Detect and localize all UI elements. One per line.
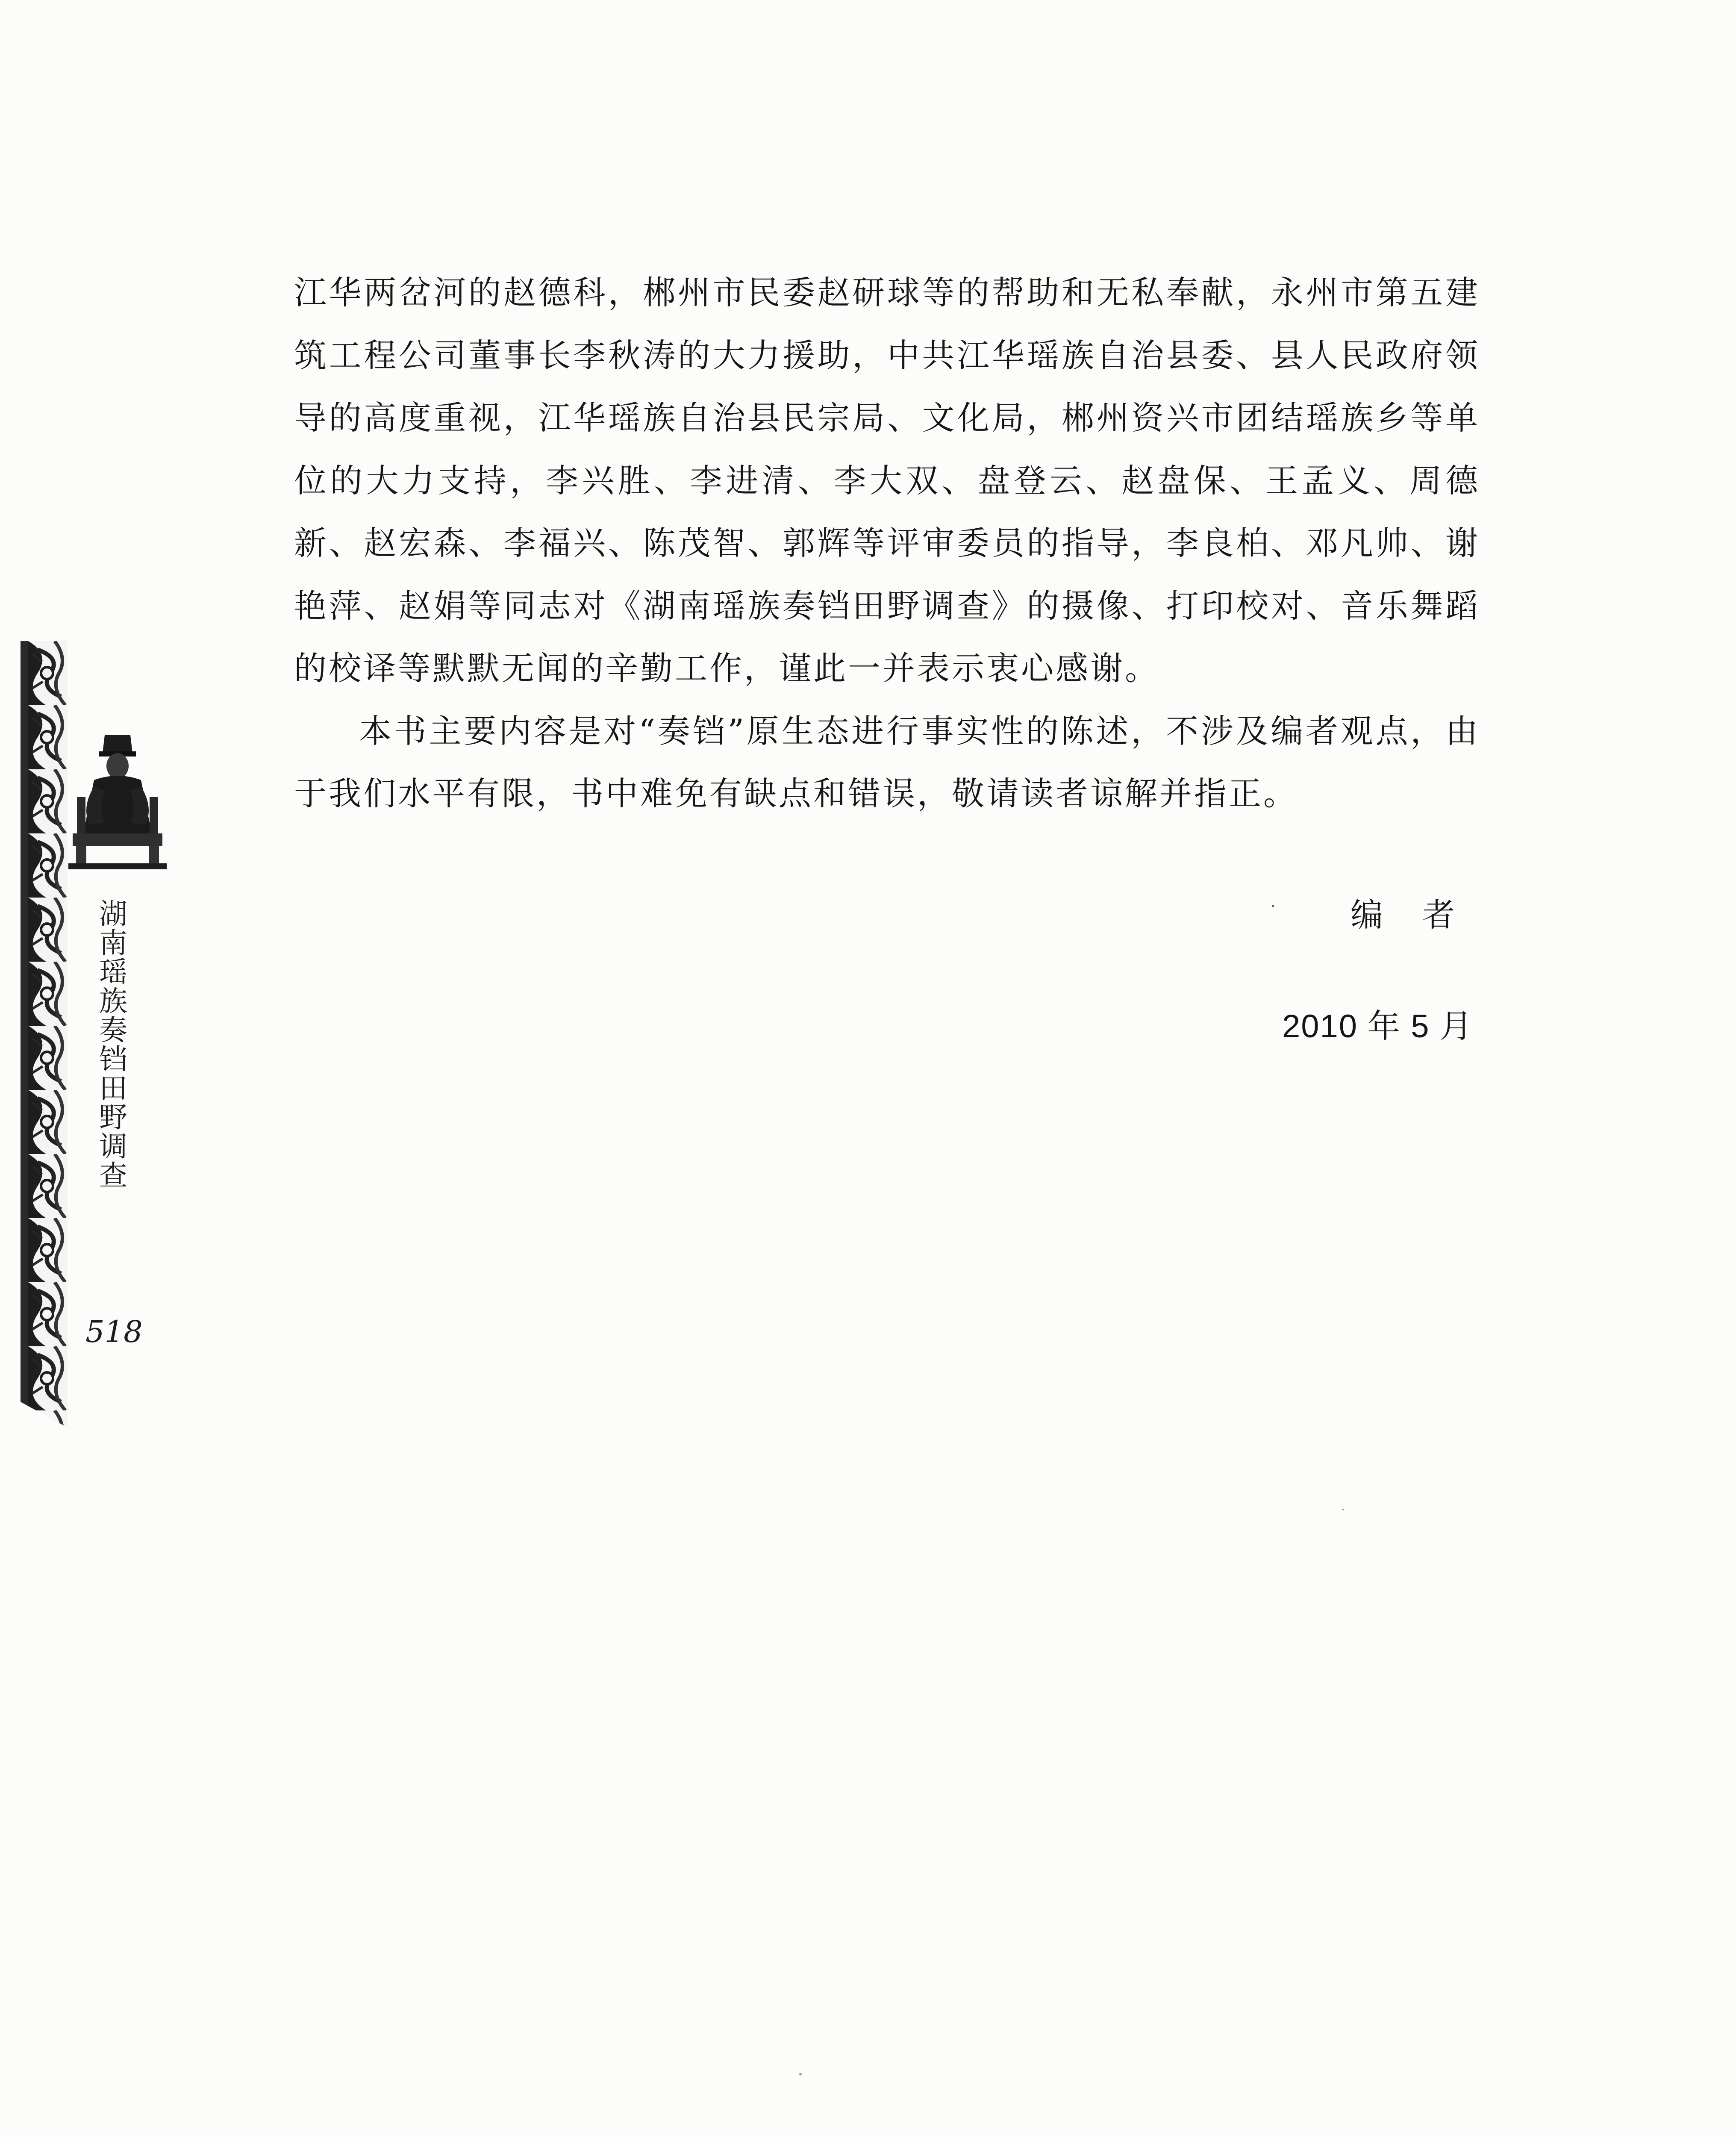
scan-speck [1342,1509,1344,1510]
book-title-char: 瑶 [99,956,127,989]
book-title-char: 南 [99,927,127,960]
book-title-char: 田 [99,1072,127,1105]
paragraph-disclaimer: 本书主要内容是对“奏铛”原生态进行事实性的陈述，不涉及编者观点，由于我们水平有限，书中难免有缺点和错误，敬请读者谅解并指正。 [294,712,1480,812]
book-title-char: 野 [99,1101,127,1134]
signature-date: 2010 年 5 月 [1282,1008,1473,1045]
stray-dot: · [1270,897,1276,916]
page-number: 518 [85,1314,143,1349]
paragraph-acknowledgements: 江华两岔河的赵德科，郴州市民委赵研球等的帮助和无私奉献，永州市第五建筑工程公司董事长李秋涛的大力援助，中共江华瑶族自治县委、县人民政府领导的高度重视，江华瑶族自治县民宗局、文化局，郴州资兴市团结瑶族乡等单位的大力支持，李兴胜、李进清、李大双、盘登云、赵盘保、王孟义、周德新、赵宏森、李福兴、陈茂智、郭辉等评审委员的指导，李良柏、邓凡帅、谢艳萍、赵娟等同志对《湖南瑶族奏铛田野调查》的摄像、打印校对、音乐舞蹈的校译等默默无闻的辛勤工作，谨此一并表示衷心感谢。 [294,274,1480,687]
book-title-char: 奏 [99,1014,127,1047]
book-title-vertical [90,900,137,1190]
ornamental-border-icon [21,641,68,1428]
book-title-char: 湖 [99,898,127,930]
book-title-char: 查 [99,1159,127,1192]
book-title-char: 族 [99,985,127,1018]
book-title-char: 铛 [99,1043,127,1076]
seated-figure-statue-icon [64,727,171,872]
book-title-char: 调 [99,1130,127,1163]
editor-signature: 编 者 [1351,896,1457,934]
ornamental-border [21,641,68,1428]
scan-speck [799,2073,802,2075]
body-text [294,262,1480,825]
